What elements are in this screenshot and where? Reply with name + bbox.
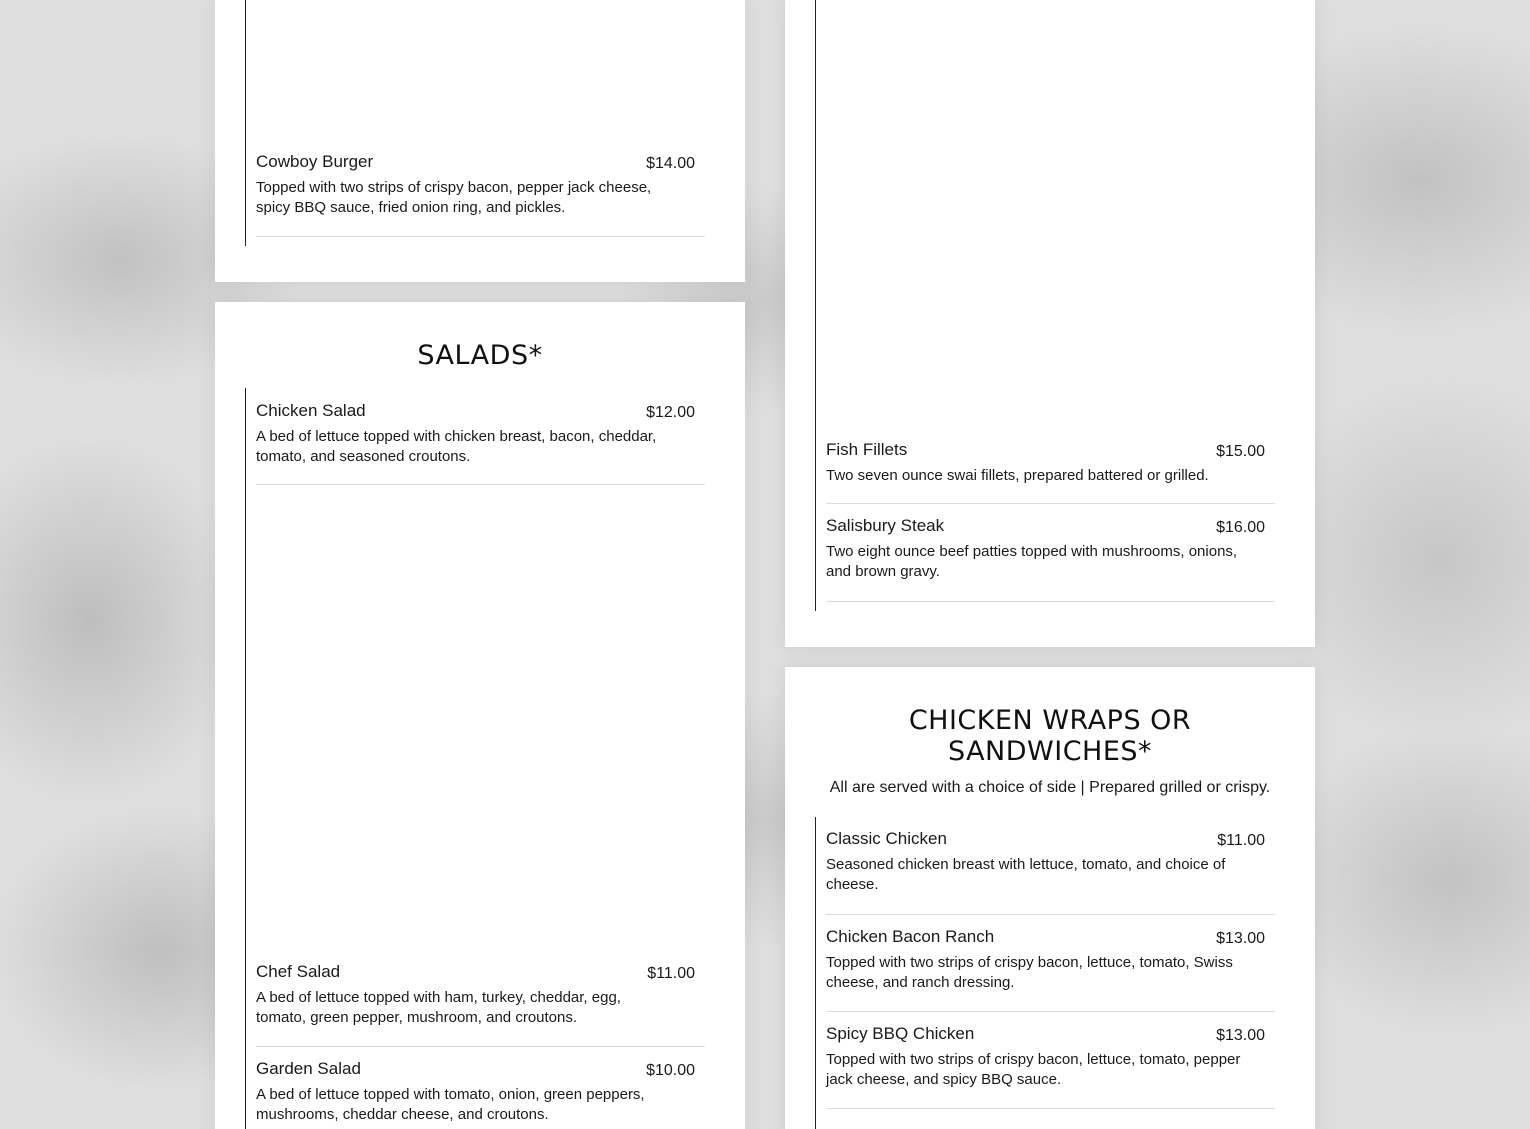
menu-spacer (826, 1012, 1276, 1024)
menu-spacer (256, 388, 706, 401)
menu-spacer (826, 0, 1276, 440)
menu-item (826, 516, 1275, 602)
menu-spacer (826, 915, 1276, 927)
menu-item-description: Seasoned chicken breast with lettuce, tomato, and choice of cheese. (826, 856, 1226, 893)
menu-item-price: $16.00 (1216, 519, 1265, 536)
menu-item-price: $11.00 (1217, 832, 1265, 849)
menu-item-description: Topped with two strips of crispy bacon, pepper jack cheese, spicy BBQ sauce, fried onion ring, and pickles. (256, 179, 652, 216)
menu-item-price: $15.00 (1216, 443, 1265, 460)
menu-spacer (826, 817, 1276, 829)
menu-item-name: Salisbury Steak (826, 516, 945, 535)
menu-item (826, 1024, 1275, 1109)
menu-item-description: Topped with two strips of crispy bacon, lettuce, tomato, pepper jack cheese, and spicy BBQ sauce. (826, 1051, 1241, 1088)
menu-item-price: $13.00 (1216, 930, 1265, 947)
menu-item (256, 1059, 705, 1129)
menu-spacer (256, 0, 706, 152)
menu-item (256, 962, 705, 1047)
menu-item (256, 401, 705, 485)
chicken-wraps-menu-card (785, 667, 1315, 1129)
menu-item-description: Topped with two strips of crispy bacon, lettuce, tomato, Swiss cheese, and ranch dressing. (826, 954, 1233, 991)
menu-item-description: A bed of lettuce topped with tomato, onion, green peppers, mushrooms, cheddar cheese, and croutons. (256, 1086, 645, 1123)
menu-item-description: Two eight ounce beef patties topped with mushrooms, onions, and brown gravy. (826, 543, 1238, 580)
menu-spacer (256, 1047, 706, 1059)
section-subtitle: All are served with a choice of side | Prepared grilled or crispy. (829, 779, 1271, 796)
menu-item (826, 440, 1275, 504)
dinners-item-list (815, 0, 1276, 611)
menu-item-price: $14.00 (646, 155, 695, 172)
menu-item-price: $12.00 (646, 404, 695, 421)
menu-item-price: $10.00 (646, 1062, 695, 1079)
menu-item-name: Chef Salad (256, 962, 341, 981)
section-title: CHICKEN WRAPS OR SANDWICHES* (908, 705, 1192, 767)
menu-item-name: Garden Salad (256, 1059, 361, 1078)
menu-item (256, 152, 705, 237)
menu-item-name: Cowboy Burger (256, 152, 374, 171)
menu-item (826, 927, 1275, 1012)
menu-item-name: Chicken Bacon Ranch (826, 927, 995, 946)
menu-item-price: $13.00 (1216, 1027, 1265, 1044)
burgers-menu-card (215, 0, 745, 282)
menu-item-description: A bed of lettuce topped with chicken breast, bacon, cheddar, tomato, and seasoned croutons. (256, 428, 657, 465)
menu-item-name: Classic Chicken (826, 829, 947, 848)
menu-item-name: Spicy BBQ Chicken (826, 1024, 975, 1043)
salads-item-list (245, 388, 706, 1129)
menu-item-name: Chicken Salad (256, 401, 366, 420)
dinners-menu-card (785, 0, 1315, 647)
menu-spacer (256, 485, 706, 962)
menu-item (826, 829, 1275, 915)
section-title: SALADS* (417, 340, 543, 371)
menu-item-description: A bed of lettuce topped with ham, turkey, cheddar, egg, tomato, green pepper, mushroom, and croutons. (256, 989, 621, 1026)
menu-spacer (826, 504, 1276, 516)
menu-item-name: Fish Fillets (826, 440, 908, 459)
salads-menu-card (215, 302, 745, 1129)
wraps-item-list (815, 817, 1276, 1129)
burgers-item-list (245, 0, 706, 246)
menu-item-price: $11.00 (647, 965, 695, 982)
menu-item-description: Two seven ounce swai fillets, prepared battered or grilled. (826, 467, 1209, 484)
